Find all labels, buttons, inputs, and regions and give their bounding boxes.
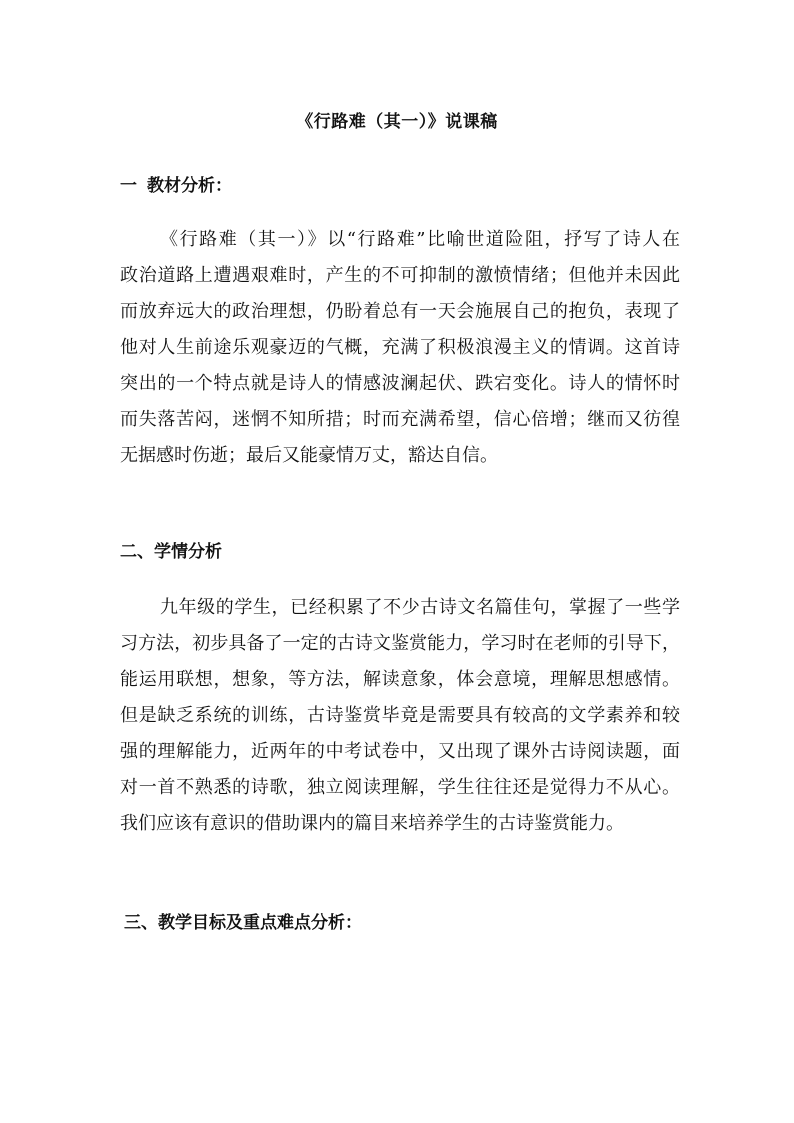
- paragraph-line: 强的理解能力，近两年的中考试卷中，又出现了课外古诗阅读题，面: [120, 741, 680, 762]
- paragraph-line: 对一首不熟悉的诗歌，独立阅读理解，学生往往还是觉得力不从心。: [120, 777, 680, 798]
- document-title: 《行路难（其一）》说课稿: [296, 112, 498, 132]
- paragraph-student-analysis: [120, 590, 680, 842]
- paragraph-line: 突出的一个特点就是诗人的情感波澜起伏、跌宕变化。诗人的情怀时: [120, 373, 680, 394]
- paragraph-line: 九年级的学生，已经积累了不少古诗文名篇佳句，掌握了一些学: [160, 597, 680, 618]
- paragraph-line: 他对人生前途乐观豪迈的气概，充满了积极浪漫主义的情调。这首诗: [120, 337, 680, 358]
- paragraph-line: 我们应该有意识的借助课内的篇目来培养学生的古诗鉴赏能力。: [120, 813, 624, 834]
- section-number: 一: [120, 176, 137, 196]
- section-heading-textbook-analysis: [120, 171, 232, 196]
- paragraph-line: 能运用联想，想象，等方法，解读意象，体会意境，理解思想感情。: [120, 669, 680, 690]
- paragraph-line: 无据感时伤逝；最后又能豪情万丈，豁达自信。: [120, 445, 498, 466]
- paragraph-line: 而放弃远大的政治理想，仍盼着总有一天会施展自己的抱负，表现了: [120, 301, 680, 322]
- paragraph-line: 但是缺乏系统的训练，古诗鉴赏毕竟是需要具有较高的文学素养和较: [120, 705, 680, 726]
- paragraph-textbook-analysis: [120, 222, 680, 474]
- paragraph-line: 而失落苦闷，迷惘不知所措；时而充满希望，信心倍增；继而又彷徨: [120, 409, 680, 430]
- paragraph-line: 习方法，初步具备了一定的古诗文鉴赏能力，学习时在老师的引导下，: [120, 633, 680, 654]
- paragraph-line: 政治道路上遭遇艰难时，产生的不可抑制的激愤情绪；但他并未因此: [120, 265, 680, 286]
- section-heading-teaching-goals: 三、教学目标及重点难点分析：: [124, 913, 362, 933]
- section-heading-text: 教材分析：: [147, 176, 232, 196]
- section-heading-student-analysis: 二、学情分析: [120, 542, 222, 562]
- paragraph-line: 《行路难（其一）》以“行路难”比喻世道险阻，抒写了诗人在: [160, 229, 680, 250]
